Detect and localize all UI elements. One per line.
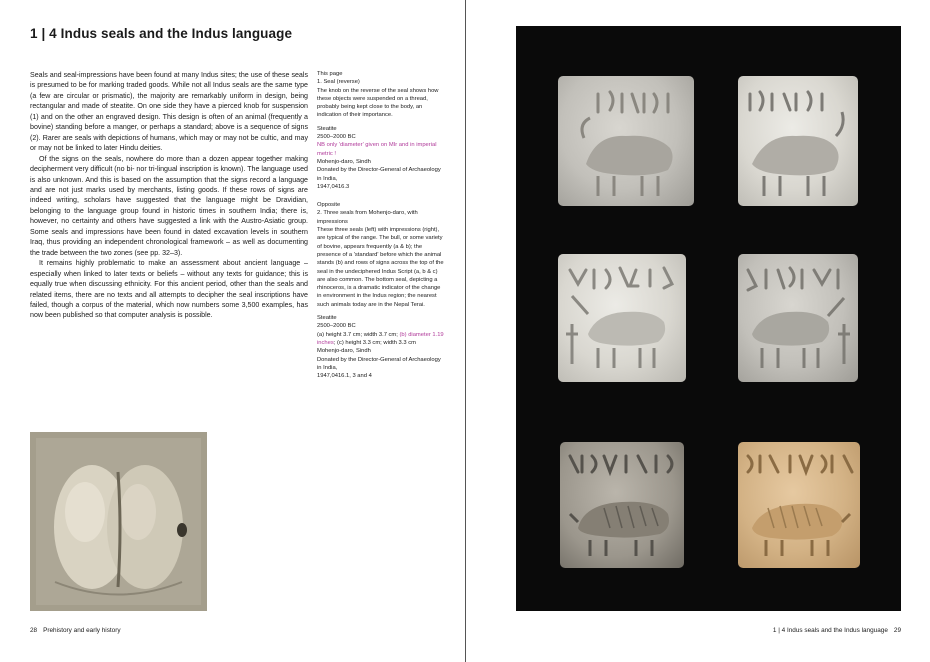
running-head-right: 1 | 4 Indus seals and the Indus language xyxy=(772,627,888,634)
seal-b-impression-illustration xyxy=(738,254,858,382)
body-text xyxy=(30,70,308,321)
caption-place: Mohenjo-daro, Sindh xyxy=(317,348,371,355)
dims-a: (a) height 3.7 cm; width 3.7 cm; xyxy=(317,331,398,338)
seal-a-bull-illustration xyxy=(558,76,694,206)
folio-left xyxy=(30,627,121,634)
folio-right xyxy=(773,627,901,634)
page-title: 1 | 4 Indus seals and the Indus language xyxy=(30,26,293,41)
body-paragraph-2: Of the signs on the seals, nowhere do more than a dozen appear together making decipherment very difficult (no bi- nor tri-lingual inscription is known). The language used is also unknown. And this is based on the assumption that the signs record a language and are not just marks used by merchants, listing goods. If these rows of signs are indeed writing, scholars have suggested that the language might be Dravidian, belonging to the language group found in historic times in southern India; there is, however, no certainty and others have suggested a link with the Austro-Asiatic group. Some seals and impressions have been found in dated excavation levels in southern Iraq, thus providing an independent chronological framework – as well as documenting the trade between the two zones (see pp. 32–3). xyxy=(30,154,308,257)
seal-reverse-photo xyxy=(30,432,207,611)
caption-material: Steatite xyxy=(317,315,337,322)
caption-place: Mohenjo-daro, Sindh xyxy=(317,158,371,165)
seal-a-photo xyxy=(558,76,694,206)
caption-heading: Opposite xyxy=(317,202,341,209)
page-gutter xyxy=(465,0,466,662)
page-number-right: 29 xyxy=(893,627,901,634)
seals-photo-panel xyxy=(516,26,901,611)
seal-a-impression-photo xyxy=(738,76,858,206)
caption-registration: 1947,0416.1, 3 and 4 xyxy=(317,373,372,380)
caption-donor: Donated by the Director-General of Archaeology in India, xyxy=(317,356,441,371)
seal-b-impression-photo xyxy=(738,254,858,382)
seal-c-photo xyxy=(560,442,684,568)
seal-b-photo xyxy=(558,254,686,382)
caption-material: Steatite xyxy=(317,125,337,132)
caption-title: 1. Seal (reverse) xyxy=(317,79,360,86)
seal-b-unicorn-illustration xyxy=(558,254,686,382)
seal-knob-illustration xyxy=(30,432,207,611)
caption-this-page xyxy=(317,70,445,191)
caption-opposite xyxy=(317,201,445,380)
body-paragraph-1: Seals and seal-impressions have been found at many Indus sites; the use of these seals is presumed to be for marking traded goods. While not all Indus seals are the same type (a few are circular or prismatic), the majority are remarkably uniform in design, being rectangular and made of steatite. On one side they have a pierced knob for suspension (1) and on the other an engraved design. This design is often of an animal (frequently a bovine) standing before a manger, or perhaps a standard; above is a sequence of signs (2). Rarer are seals with depictions of humans, which may or may not be cultic, and may or may not be linked to later Hindu deities. xyxy=(30,71,308,153)
editorial-note: NB only 'diameter' given on MIr and in imperial metric ! xyxy=(317,142,437,157)
seal-c-impression-illustration xyxy=(738,442,860,568)
caption-date: 2500–2000 BC xyxy=(317,134,356,141)
editorial-note-dims: (b) diameter 1.19 inches xyxy=(317,331,444,346)
running-head-left: Prehistory and early history xyxy=(43,627,121,634)
seal-a-impression-illustration xyxy=(738,76,858,206)
caption-date: 2500–2000 BC xyxy=(317,323,356,330)
caption-donor: Donated by the Director-General of Archaeology in India, xyxy=(317,167,441,182)
caption-heading: This page xyxy=(317,71,343,77)
caption-column xyxy=(317,70,445,385)
body-paragraph-3: It remains highly problematic to make an assessment about ancient language – especially when linked to later texts or beliefs – without any texts for guidance; this is equally true when discussing ethnicity. For this ancient period, other than the seals and related items, there are no texts and all attempts to decipher the seal inscriptions have failed, though a corpus of the material, which now numbers some 3,500 examples, has now been published so that computer analysis is possible. xyxy=(30,259,308,320)
caption-registration: 1947,0416.3 xyxy=(317,183,350,190)
caption-text: These three seals (left) with impressions (right), are typical of the range. The bull, or some variety of bovine, appears frequently (a & b); the presence of a 'standard' before which the animal stands (b) and rows of signs across the top of the seal in the undeciphered Indus Script (a, b & c) are also common. The bottom seal, depicting a rhinoceros, is a dramatic indicator of the change in environment in the Indus region; the nearest such animals today are in the Nepal Terai. xyxy=(317,227,444,308)
caption-dimensions xyxy=(317,331,445,348)
seal-c-rhinoceros-illustration xyxy=(560,442,684,568)
caption-text: The knob on the reverse of the seal shows how these objects were suspended on a thread, probably being kept close to the body, an indication of their importance. xyxy=(317,87,439,119)
page-number-left: 28 xyxy=(30,627,38,634)
seal-c-impression-photo xyxy=(738,442,860,568)
dims-c: ; (c) height 3.3 cm; width 3.3 cm xyxy=(333,339,416,346)
caption-title: 2. Three seals from Mohenjo-daro, with impressions xyxy=(317,210,418,225)
